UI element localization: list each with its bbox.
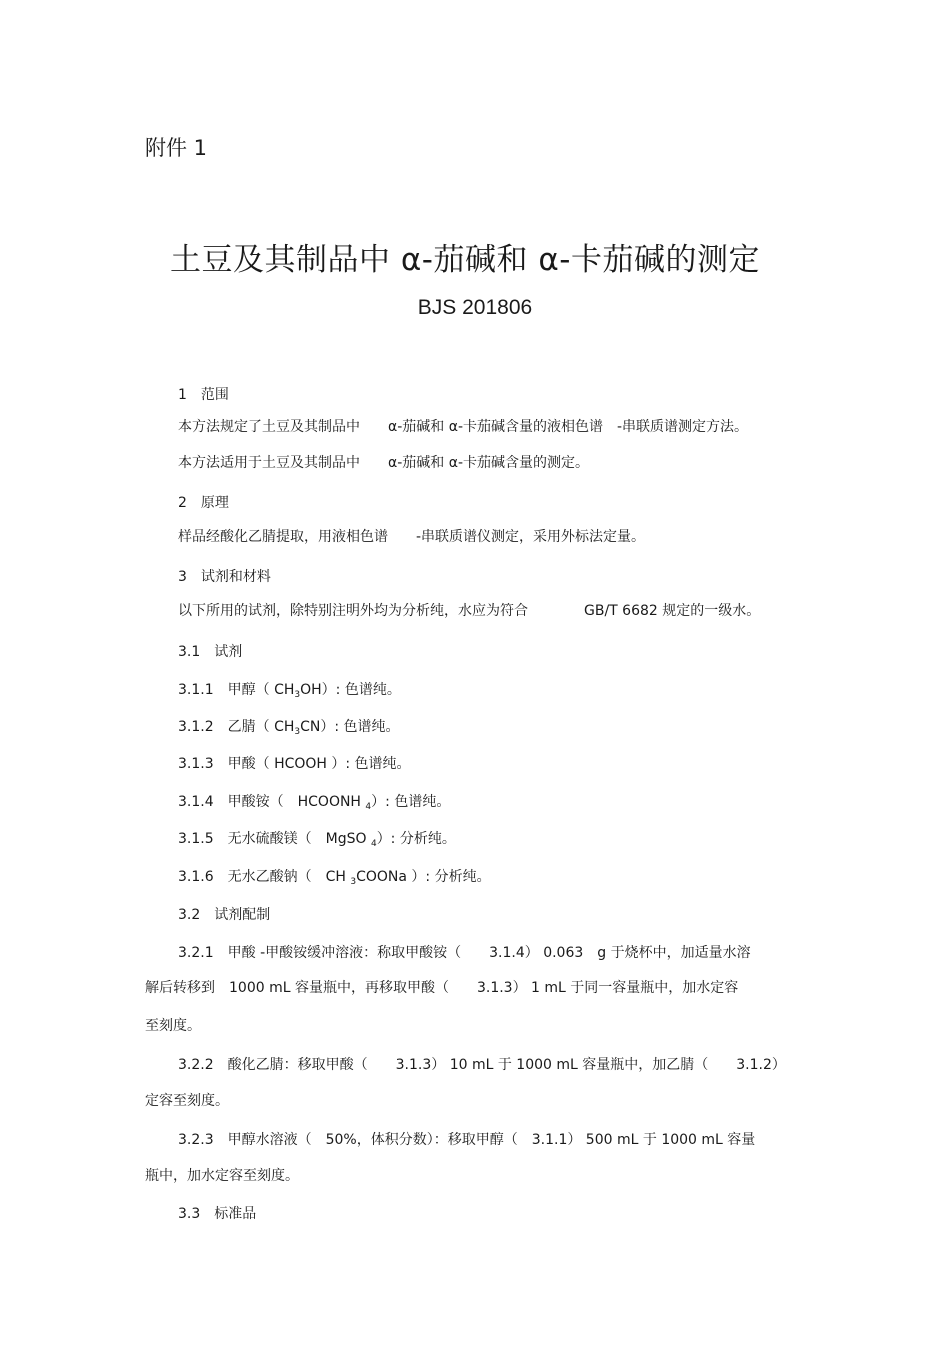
- paragraph-line: 本方法规定了土豆及其制品中 α-茄碱和 α-卡茄碱含量的液相色谱 -串联质谱测定方法。: [178, 419, 749, 435]
- reagent-text: CN）: 色谱纯。: [300, 719, 400, 735]
- reagent-text: OH）: 色谱纯。: [300, 682, 401, 698]
- reagent-text: COONa ）: 分析纯。: [356, 869, 491, 885]
- paragraph-line: 瓶中，加水定容至刻度。: [145, 1168, 299, 1184]
- reagent-item: [178, 791, 450, 811]
- section-3-3-heading: 3.3 标准品: [178, 1206, 257, 1222]
- section-3-heading: 3 试剂和材料: [178, 569, 271, 585]
- paragraph-line: 定容至刻度。: [145, 1093, 229, 1109]
- subscript: 4: [365, 802, 372, 812]
- subscript: 4: [370, 839, 377, 849]
- paragraph-line: 3.2.2 酸化乙腈：移取甲酸（ 3.1.3） 10 mL 于 1000 mL 容量瓶中，加乙腈（ 3.1.2）: [178, 1057, 786, 1073]
- section-2-heading: 2 原理: [178, 495, 229, 511]
- reagent-item: [178, 679, 401, 699]
- document-title: 土豆及其制品中 α-茄碱和 α-卡茄碱的测定: [170, 242, 760, 278]
- reagent-item: [178, 828, 456, 848]
- reagent-text: 3.1.1 甲醇（ CH: [178, 682, 295, 698]
- paragraph-line: 以下所用的试剂，除特别注明外均为分析纯，水应为符合 GB/T 6682 规定的一级水。: [178, 603, 761, 619]
- paragraph-line: 样品经酸化乙腈提取，用液相色谱 -串联质谱仪测定，采用外标法定量。: [178, 529, 646, 545]
- subscript: 3: [294, 690, 301, 700]
- paragraph-line: 至刻度。: [145, 1018, 201, 1034]
- reagent-text: 3.1.4 甲酸铵（ HCOONH: [178, 794, 366, 810]
- reagent-text: 3.1.5 无水硫酸镁（ MgSO: [178, 831, 371, 847]
- reagent-item: 3.1.3 甲酸（ HCOOH ）: 色谱纯。: [178, 756, 411, 772]
- section-3-2-heading: 3.2 试剂配制: [178, 907, 271, 923]
- paragraph-line: 解后转移到 1000 mL 容量瓶中，再移取甲酸（ 3.1.3） 1 mL 于同一容量瓶中，加水定容: [145, 980, 739, 996]
- paragraph-line: 3.2.3 甲醇水溶液（ 50%，体积分数）：移取甲醇（ 3.1.1） 500 mL 于 1000 mL 容量: [178, 1132, 756, 1148]
- reagent-item: [178, 716, 400, 736]
- reagent-item: [178, 866, 491, 886]
- reagent-text: 3.1.6 无水乙酸钠（ CH: [178, 869, 351, 885]
- section-3-1-heading: 3.1 试剂: [178, 644, 243, 660]
- reagent-text: ）: 色谱纯。: [371, 794, 451, 810]
- reagent-text: ）: 分析纯。: [376, 831, 456, 847]
- subscript: 3: [294, 727, 301, 737]
- standard-code: BJS 201806: [417, 296, 533, 319]
- reagent-text: 3.1.2 乙腈（ CH: [178, 719, 295, 735]
- paragraph-line: 本方法适用于土豆及其制品中 α-茄碱和 α-卡茄碱含量的测定。: [178, 455, 590, 471]
- paragraph-line: 3.2.1 甲酸 -甲酸铵缓冲溶液：称取甲酸铵（ 3.1.4） 0.063 g 于烧杯中，加适量水溶: [178, 945, 751, 961]
- annex-label: 附件 1: [145, 136, 208, 160]
- subscript: 3: [350, 877, 357, 887]
- section-1-heading: 1 范围: [178, 387, 229, 403]
